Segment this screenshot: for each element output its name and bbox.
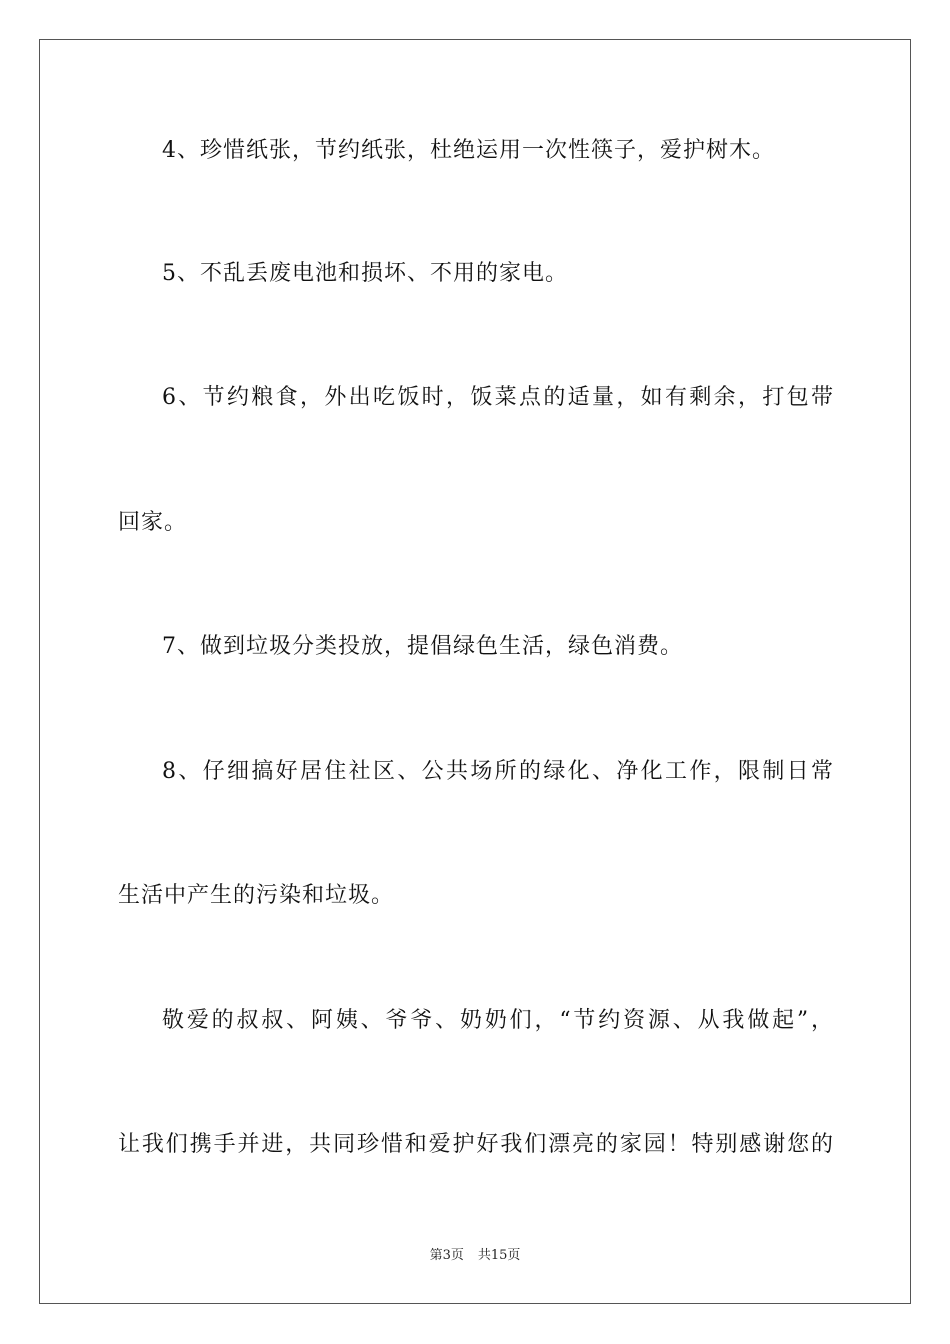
paragraph-item-4: 4、珍惜纸张，节约纸张，杜绝运用一次性筷子，爱护树木。 — [162, 138, 775, 163]
closing-paragraph-line-2: 让我们携手并进，共同珍惜和爱护好我们漂亮的家园！特别感谢您的 — [118, 1132, 834, 1157]
paragraph-item-5: 5、不乱丢废电池和损坏、不用的家电。 — [162, 261, 568, 286]
page-border — [39, 39, 911, 1304]
paragraph-item-8-line-1: 8、仔细搞好居住社区、公共场所的绿化、净化工作，限制日常 — [162, 759, 834, 784]
paragraph-item-6-line-2: 回家。 — [118, 510, 188, 535]
closing-paragraph-line-1: 敬爱的叔叔、阿姨、爷爷、奶奶们，“节约资源、从我做起”， — [162, 1008, 834, 1033]
paragraph-item-7: 7、做到垃圾分类投放，提倡绿色生活，绿色消费。 — [162, 634, 683, 659]
paragraph-item-8-line-2: 生活中产生的污染和垃圾。 — [118, 883, 395, 908]
page-total: 共15页 — [477, 1248, 521, 1263]
paragraph-item-6-line-1: 6、节约粮食，外出吃饭时，饭菜点的适量，如有剩余，打包带 — [162, 385, 834, 410]
page-number: 第3页 — [429, 1248, 464, 1263]
page-footer — [0, 1247, 950, 1265]
